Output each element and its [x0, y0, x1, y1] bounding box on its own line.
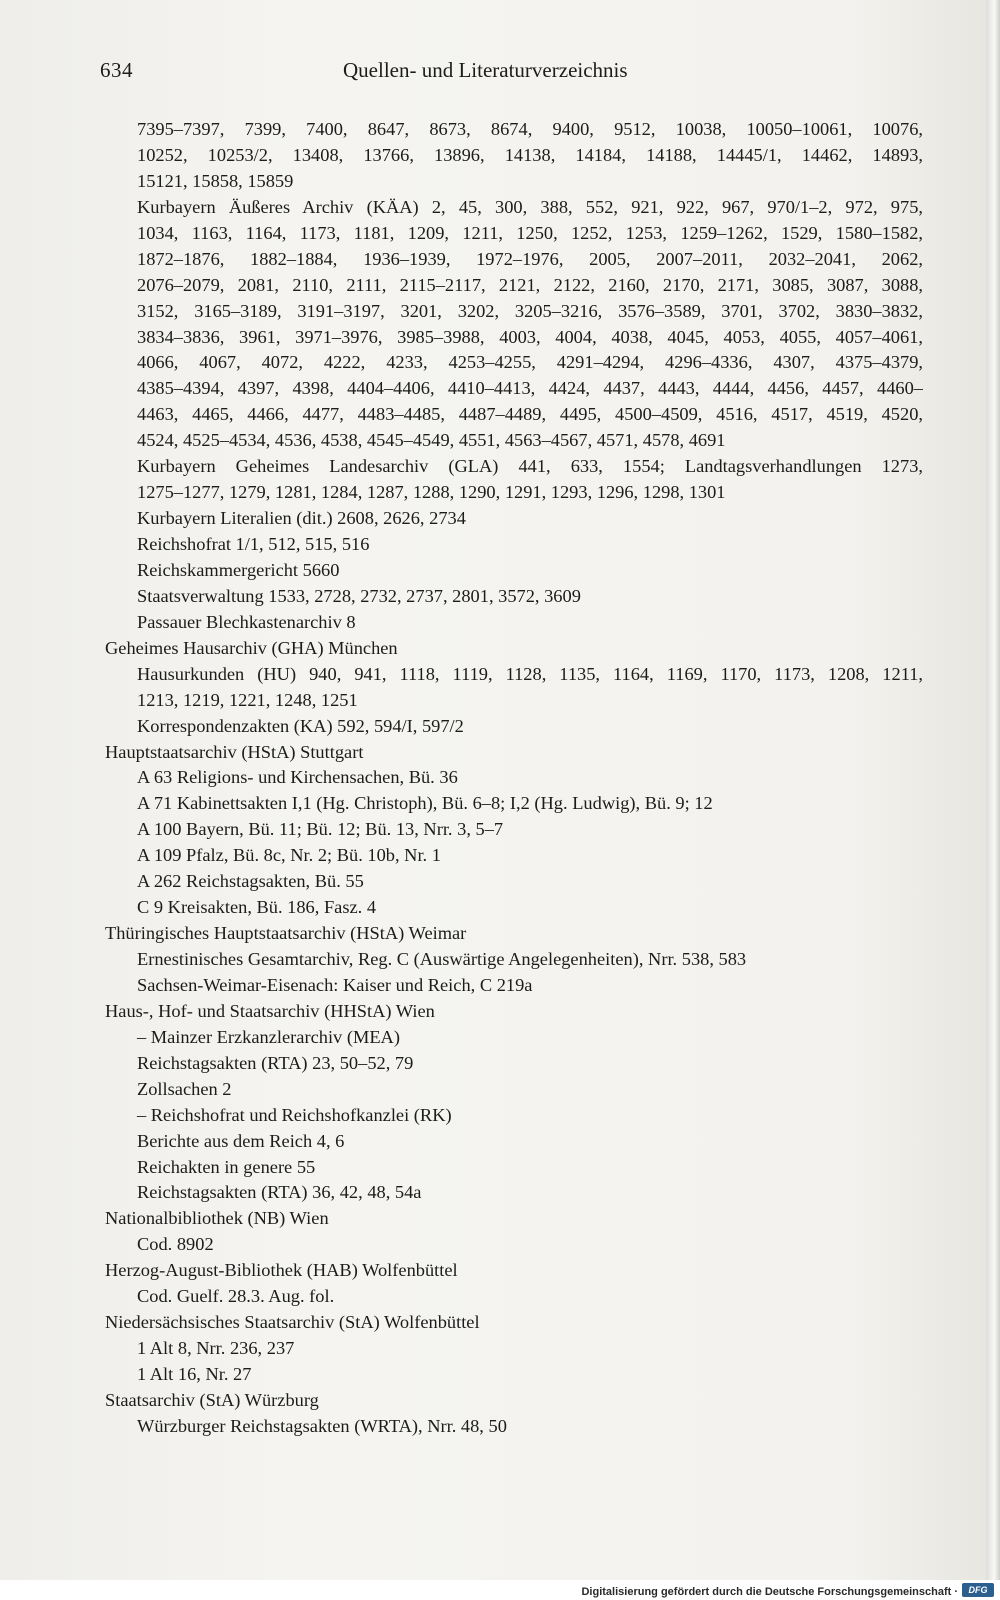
archive-entry: 15121, 15858, 15859	[137, 170, 294, 191]
archive-entry: Zollsachen 2	[137, 1078, 232, 1099]
archive-entry: Kurbayern Geheimes Landesarchiv (GLA) 441, 633, 1554; Landtagsverhandlungen 1273,	[137, 456, 923, 477]
archive-entry: 1 Alt 8, Nrr. 236, 237	[137, 1338, 295, 1359]
archive-entry: A 100 Bayern, Bü. 11; Bü. 12; Bü. 13, Nrr. 3, 5–7	[137, 819, 504, 840]
archive-entry: 1213, 1219, 1221, 1248, 1251	[137, 689, 358, 710]
archive-entry: A 71 Kabinettsakten I,1 (Hg. Christoph), Bü. 6–8; I,2 (Hg. Ludwig), Bü. 9; 12	[137, 793, 713, 814]
archive-entry: 1872–1876, 1882–1884, 1936–1939, 1972–1976, 2005, 2007–2011, 2032–2041, 2062,	[137, 248, 923, 269]
archive-heading: Staatsarchiv (StA) Würzburg	[105, 1389, 319, 1410]
archive-entry: 1 Alt 16, Nr. 27	[137, 1364, 252, 1384]
archive-entry: 10252, 10253/2, 13408, 13766, 13896, 14138, 14184, 14188, 14445/1, 14462, 14893,	[137, 144, 923, 165]
archive-entry: Berichte aus dem Reich 4, 6	[137, 1130, 345, 1151]
funding-notice: Digitalisierung gefördert durch die Deutsche Forschungsgemeinschaft ·	[581, 1586, 958, 1598]
archive-entry: 1034, 1163, 1164, 1173, 1181, 1209, 1211, 1250, 1252, 1253, 1259–1262, 1529, 1580–1582,	[137, 222, 923, 243]
footer-bar	[0, 1580, 1000, 1600]
dfg-logo: DFG	[962, 1583, 994, 1597]
archive-entry: Hausurkunden (HU) 940, 941, 1118, 1119, 1128, 1135, 1164, 1169, 1170, 1173, 1208, 1211,	[137, 663, 923, 684]
archive-heading: Geheimes Hausarchiv (GHA) München	[105, 637, 398, 658]
archive-entry: 4066, 4067, 4072, 4222, 4233, 4253–4255, 4291–4294, 4296–4336, 4307, 4375–4379,	[137, 352, 923, 373]
archive-entry: – Reichshofrat und Reichshofkanzlei (RK)	[137, 1104, 452, 1125]
archive-heading: Hauptstaatsarchiv (HStA) Stuttgart	[105, 741, 364, 762]
archive-entry: Reichakten in genere 55	[137, 1156, 316, 1177]
archive-entry: Reichshofrat 1/1, 512, 515, 516	[137, 534, 370, 554]
archive-entry: Reichskammergericht 5660	[137, 559, 340, 580]
archive-heading: Herzog-August-Bibliothek (HAB) Wolfenbüttel	[105, 1260, 458, 1281]
page-number: 634	[100, 58, 133, 82]
archive-entry: Korrespondenzakten (KA) 592, 594/I, 597/2	[137, 715, 464, 736]
archive-entry: A 262 Reichstagsakten, Bü. 55	[137, 871, 364, 892]
bibliography-list	[105, 117, 923, 1440]
archive-entry: 1275–1277, 1279, 1281, 1284, 1287, 1288, 1290, 1291, 1293, 1296, 1298, 1301	[137, 482, 726, 503]
archive-entry: 7395–7397, 7399, 7400, 8647, 8673, 8674, 9400, 9512, 10038, 10050–10061, 10076,	[137, 119, 923, 139]
archive-entry: Staatsverwaltung 1533, 2728, 2732, 2737, 2801, 3572, 3609	[137, 585, 581, 606]
archive-entry: Ernestinisches Gesamtarchiv, Reg. C (Auswärtige Angelegenheiten), Nrr. 538, 583	[137, 949, 747, 969]
archive-entry: A 109 Pfalz, Bü. 8c, Nr. 2; Bü. 10b, Nr. 1	[137, 845, 441, 866]
archive-entry: Cod. 8902	[137, 1234, 214, 1255]
archive-entry: Cod. Guelf. 28.3. Aug. fol.	[137, 1286, 335, 1307]
archive-entry: Sachsen-Weimar-Eisenach: Kaiser und Reich, C 219a	[137, 974, 533, 995]
archive-entry: 2076–2079, 2081, 2110, 2111, 2115–2117, 2121, 2122, 2160, 2170, 2171, 3085, 3087, 3088,	[137, 274, 923, 295]
archive-heading: Nationalbibliothek (NB) Wien	[105, 1208, 329, 1229]
archive-heading: Haus-, Hof- und Staatsarchiv (HHStA) Wien	[105, 1000, 435, 1021]
archive-entry: – Mainzer Erzkanzlerarchiv (MEA)	[137, 1026, 400, 1047]
running-title: Quellen- und Literaturverzeichnis	[343, 58, 628, 82]
archive-entry: Passauer Blechkastenarchiv 8	[137, 611, 356, 632]
archive-entry: Kurbayern Äußeres Archiv (KÄA) 2, 45, 300, 388, 552, 921, 922, 967, 970/1–2, 972, 975,	[137, 196, 923, 217]
archive-entry: Kurbayern Literalien (dit.) 2608, 2626, 2734	[137, 508, 466, 529]
archive-entry: C 9 Kreisakten, Bü. 186, Fasz. 4	[137, 897, 377, 918]
archive-entry: 4524, 4525–4534, 4536, 4538, 4545–4549, 4551, 4563–4567, 4571, 4578, 4691	[137, 430, 726, 451]
archive-entry: Reichstagsakten (RTA) 36, 42, 48, 54a	[137, 1182, 422, 1203]
archive-entry: 3152, 3165–3189, 3191–3197, 3201, 3202, 3205–3216, 3576–3589, 3701, 3702, 3830–3832,	[137, 300, 923, 321]
archive-entry: Würzburger Reichstagsakten (WRTA), Nrr. 48, 50	[137, 1415, 507, 1436]
archive-entry: A 63 Religions- und Kirchensachen, Bü. 36	[137, 767, 458, 788]
archive-heading: Thüringisches Hauptstaatsarchiv (HStA) Weimar	[105, 923, 467, 944]
page-edge-shadow	[986, 0, 1000, 1600]
archive-entry: Reichstagsakten (RTA) 23, 50–52, 79	[137, 1052, 414, 1073]
archive-entry: 4463, 4465, 4466, 4477, 4483–4485, 4487–4489, 4495, 4500–4509, 4516, 4517, 4519, 4520,	[137, 404, 923, 425]
archive-heading: Niedersächsisches Staatsarchiv (StA) Wolfenbüttel	[105, 1312, 480, 1333]
archive-entry: 3834–3836, 3961, 3971–3976, 3985–3988, 4003, 4004, 4038, 4045, 4053, 4055, 4057–4061,	[137, 326, 923, 347]
archive-entry: 4385–4394, 4397, 4398, 4404–4406, 4410–4413, 4424, 4437, 4443, 4444, 4456, 4457, 4460–	[137, 378, 923, 399]
